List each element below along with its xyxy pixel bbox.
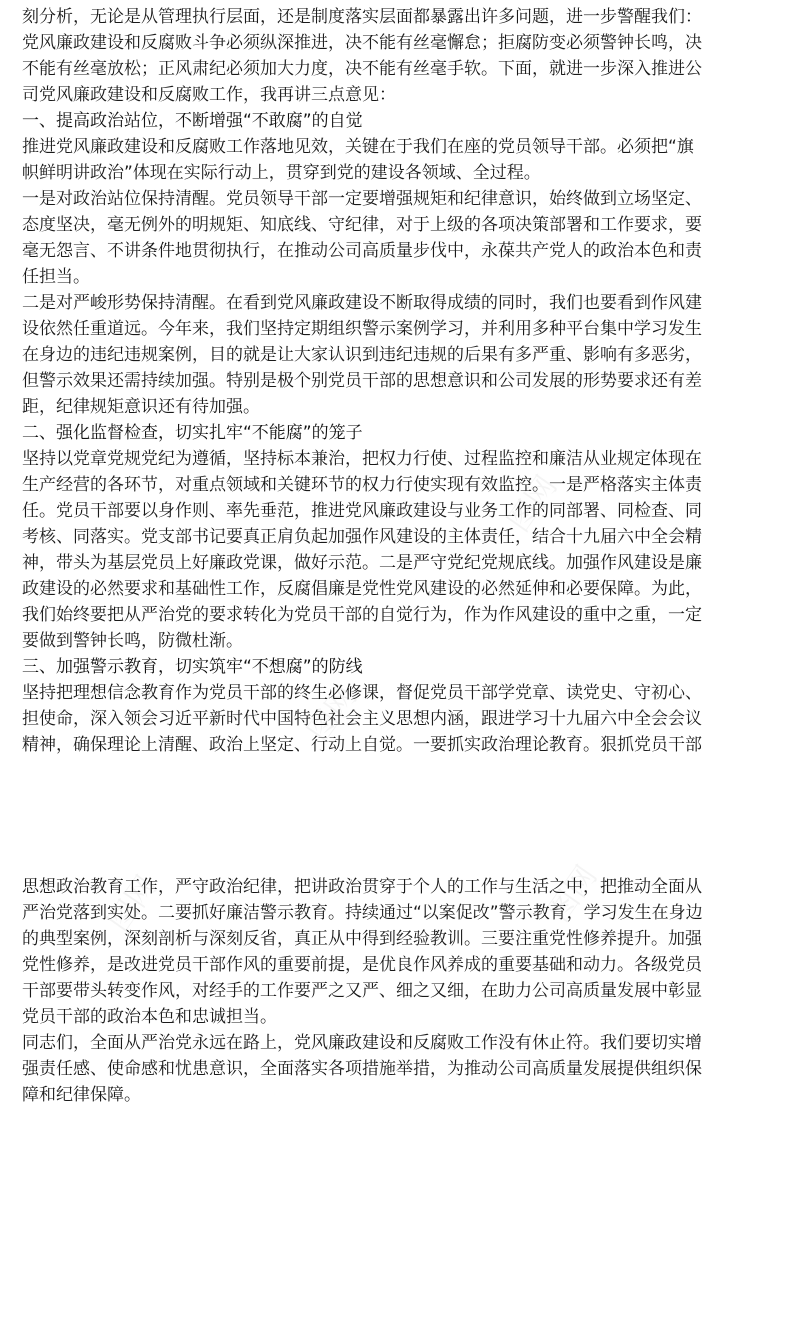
text-line: 党风廉政建设和反腐败斗争必须纵深推进，决不能有丝毫懈怠；拒腐防变必须警钟长鸣，决 (22, 33, 702, 53)
text-line: 考核、同落实。党支部书记要真正肩负起加强作风建设的主体责任，结合十九届六中全会精 (22, 527, 702, 547)
text-line: 态度坚决，毫无例外的明规矩、知底线、守纪律，对于上级的各项决策部署和工作要求，要 (22, 215, 702, 235)
text-line: 设依然任重道远。今年来，我们坚持定期组织警示案例学习，并利用多种平台集中学习发生 (22, 319, 702, 339)
text-line: 任。党员干部要以身作则、率先垂范，推进党风廉政建设与业务工作的同部署、同检查、同 (22, 501, 702, 521)
text-line: 二是对严峻形势保持清醒。在看到党风廉政建设不断取得成绩的同时，我们也要看到作风建 (22, 293, 702, 313)
text-line: 任担当。 (22, 267, 90, 287)
text-line: 要做到警钟长鸣，防微杜渐。 (22, 631, 243, 651)
text-line: 一是对政治站位保持清醒。党员领导干部一定要增强规矩和纪律意识，始终做到立场坚定、 (22, 189, 702, 209)
text-line: 距，纪律规矩意识还有待加强。 (22, 397, 260, 417)
text-line: 同志们，全面从严治党永远在路上，党风廉政建设和反腐败工作没有休止符。我们要切实增 (22, 1033, 702, 1053)
text-line: 思想政治教育工作，严守政治纪律，把讲政治贯穿于个人的工作与生活之中，把推动全面从 (22, 877, 702, 897)
text-line: 帜鲜明讲政治”体现在实际行动上，贯穿到党的建设各领域、全过程。 (22, 163, 541, 183)
text-line: 强责任感、使命感和忧患意识，全面落实各项措施举措，为推动公司高质量发展提供组织保 (22, 1059, 702, 1079)
text-line: 严治党落到实处。二要抓好廉洁警示教育。持续通过“以案促改”警示教育，学习发生在身边 (22, 903, 703, 923)
text-line: 障和纪律保障。 (22, 1085, 141, 1105)
section-heading-2: 二、强化监督检查，切实扎牢“不能腐”的笼子 (22, 423, 363, 443)
text-line: 担使命，深入领会习近平新时代中国特色社会主义思想内涵，跟进学习十九届六中全会会议 (22, 709, 702, 729)
text-line: 党员干部的政治本色和忠诚担当。 (22, 1007, 277, 1027)
text-line: 在身边的违纪违规案例，目的就是让大家认识到违纪违规的后果有多严重、影响有多恶劣， (22, 345, 702, 365)
text-line: 毫无怨言、不讲条件地贯彻执行，在推动公司高质量步伐中，永葆共产党人的政治本色和责 (22, 241, 702, 261)
text-line: 不能有丝毫放松；正风肃纪必须加大力度，决不能有丝毫手软。下面，就进一步深入推进公 (22, 59, 702, 79)
text-line: 但警示效果还需持续加强。特别是极个别党员干部的思想意识和公司发展的形势要求还有差 (22, 371, 702, 391)
text-line: 我们始终要把从严治党的要求转化为党员干部的自觉行为，作为作风建设的重中之重，一定 (22, 605, 702, 625)
text-line: 党性修养，是改进党员干部作风的重要前提，是优良作风养成的重要基础和动力。各级党员 (22, 955, 702, 975)
text-line: 司党风廉政建设和反腐败工作，我再讲三点意见： (22, 85, 396, 105)
text-line: 精神，确保理论上清醒、政治上坚定、行动上自觉。一要抓实政治理论教育。狠抓党员干部 (22, 735, 702, 755)
text-line: 政建设的必然要求和基础性工作，反腐倡廉是党性党风建设的必然延伸和必要保障。为此， (22, 579, 702, 599)
text-line: 刻分析，无论是从管理执行层面，还是制度落实层面都暴露出许多问题，进一步警醒我们： (22, 7, 702, 27)
text-line: 神，带头为基层党员上好廉政党课，做好示范。二是严守党纪党规底线。加强作风建设是廉 (22, 553, 702, 573)
text-line: 坚持把理想信念教育作为党员干部的终生必修课，督促党员干部学党章、读党史、守初心、 (22, 683, 702, 703)
text-line: 推进党风廉政建设和反腐败工作落地见效，关键在于我们在座的党员领导干部。必须把“旗 (22, 137, 694, 157)
text-line: 生产经营的各环节，对重点领域和关键环节的权力行使实现有效监控。一是严格落实主体责 (22, 475, 702, 495)
text-line: 的典型案例，深刻剖析与深刻反省，真正从中得到经验教训。三要注重党性修养提升。加强 (22, 929, 702, 949)
text-block-1 (22, 4, 782, 758)
text-block-2 (22, 874, 782, 1108)
section-heading-3: 三、加强警示教育，切实筑牢“不想腐”的防线 (22, 657, 363, 677)
section-heading-1: 一、提高政治站位，不断增强“不敢腐”的自觉 (22, 111, 363, 131)
text-line: 坚持以党章党规党纪为遵循，坚持标本兼治，把权力行使、过程监控和廉洁从业规定体现在 (22, 449, 702, 469)
text-line: 干部要带头转变作风，对经手的工作要严之又严、细之又细，在助力公司高质量发展中彰显 (22, 981, 702, 1001)
